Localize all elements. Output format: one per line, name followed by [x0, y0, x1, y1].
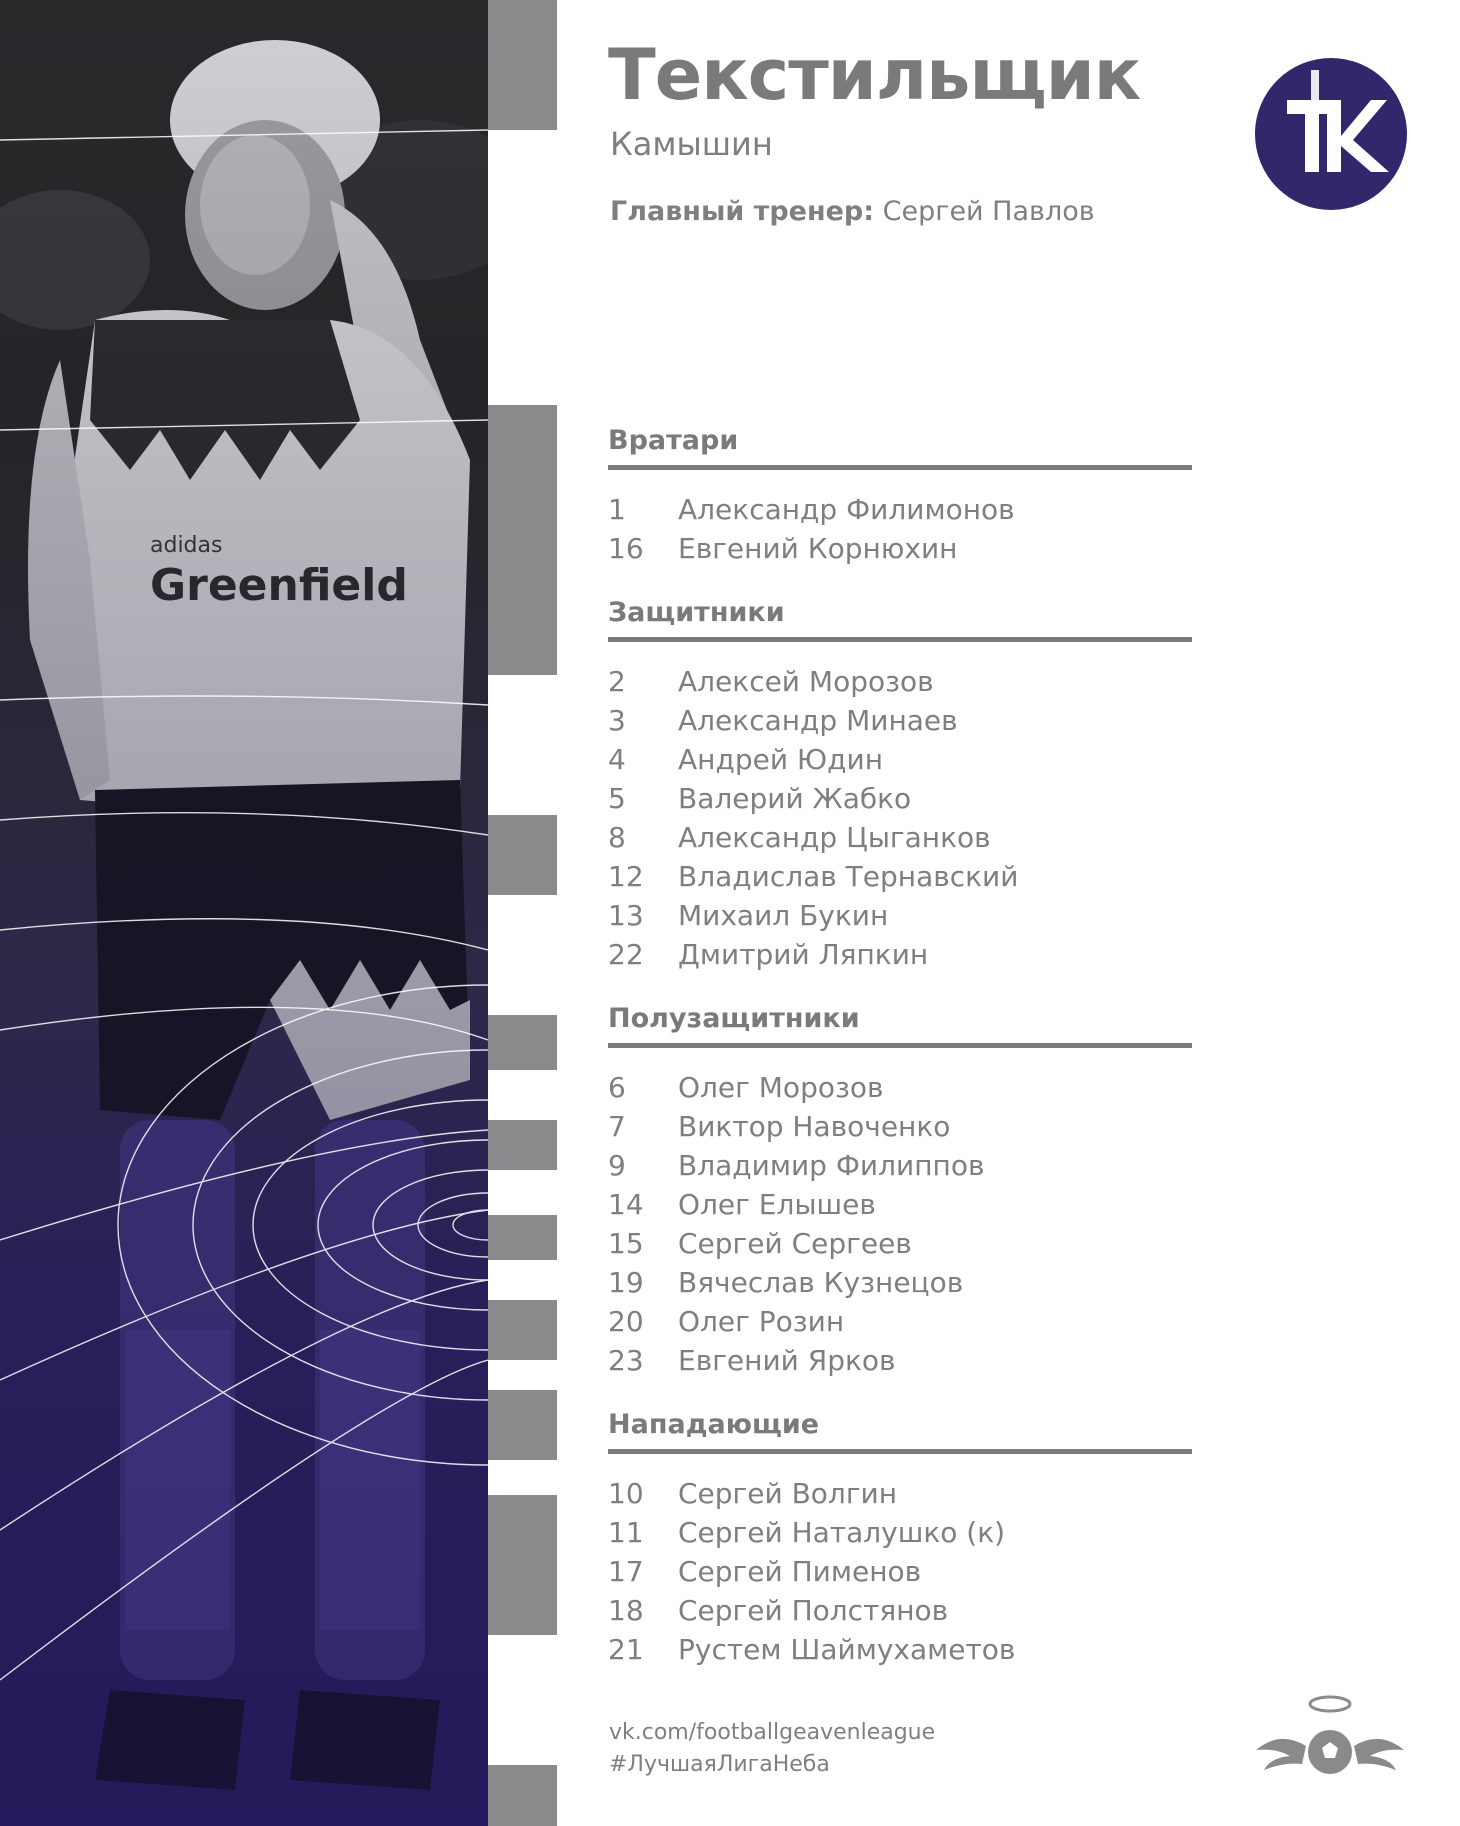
stripe-tab: [488, 1215, 557, 1260]
player-row: [608, 779, 1192, 818]
player-name: Сергей Наталушко (к): [678, 1516, 1006, 1549]
head-coach: [610, 198, 1095, 225]
player-name: Виктор Навоченко: [678, 1110, 951, 1143]
player-name: Олег Розин: [678, 1305, 845, 1338]
section-title: Нападающие: [608, 1409, 820, 1440]
player-row: [608, 896, 1192, 935]
player-row: [608, 1185, 1192, 1224]
player-number: 11: [608, 1516, 644, 1549]
player-number: 7: [608, 1110, 626, 1143]
player-photo-illustration: [0, 0, 488, 1826]
player-number: 2: [608, 665, 626, 698]
league-logo-icon: [1250, 1690, 1410, 1786]
player-row: [608, 1224, 1192, 1263]
player-name: Михаил Букин: [678, 899, 889, 932]
player-row: [608, 1341, 1192, 1380]
player-row: [608, 490, 1192, 529]
section-divider: [608, 465, 1192, 470]
player-number: 17: [608, 1555, 644, 1588]
roster-section-goalkeepers: [608, 422, 1192, 568]
player-row: [608, 1107, 1192, 1146]
stripe-tab: [488, 1495, 557, 1635]
coach-name: Сергей Павлов: [882, 196, 1095, 227]
player-name: Валерий Жабко: [678, 782, 912, 815]
player-name: Олег Морозов: [678, 1071, 884, 1104]
player-number: 14: [608, 1188, 644, 1221]
player-number: 20: [608, 1305, 644, 1338]
section-title: Защитники: [608, 597, 785, 628]
team-city: Камышин: [610, 125, 773, 163]
decorative-tab-stripe: [488, 0, 557, 1826]
stripe-tab: [488, 1390, 557, 1460]
player-name: Олег Елышев: [678, 1188, 876, 1221]
coach-label: Главный тренер:: [610, 196, 875, 227]
player-name: Сергей Сергеев: [678, 1227, 912, 1260]
player-number: 1: [608, 493, 626, 526]
player-row: [608, 1263, 1192, 1302]
player-name: Дмитрий Ляпкин: [678, 938, 929, 971]
player-row: [608, 529, 1192, 568]
section-title: Вратари: [608, 425, 739, 456]
player-row: [608, 701, 1192, 740]
player-row: [608, 857, 1192, 896]
player-row: [608, 1474, 1192, 1513]
player-row: [608, 1068, 1192, 1107]
player-number: 16: [608, 532, 644, 565]
stripe-tab: [488, 1765, 557, 1826]
player-name: Сергей Полстянов: [678, 1594, 949, 1627]
player-name: Сергей Волгин: [678, 1477, 898, 1510]
player-row: [608, 818, 1192, 857]
player-number: 12: [608, 860, 644, 893]
player-row: [608, 1302, 1192, 1341]
player-row: [608, 1552, 1192, 1591]
roster-section-forwards: [608, 1406, 1192, 1669]
player-name: Андрей Юдин: [678, 743, 884, 776]
player-number: 4: [608, 743, 626, 776]
club-logo: [1253, 56, 1409, 212]
stripe-tab: [488, 405, 557, 675]
player-number: 15: [608, 1227, 644, 1260]
player-name: Вячеслав Кузнецов: [678, 1266, 964, 1299]
section-title: Полузащитники: [608, 1003, 860, 1034]
player-name: Владислав Тернавский: [678, 860, 1019, 893]
player-row: [608, 1591, 1192, 1630]
stripe-tab: [488, 1120, 557, 1170]
section-divider: [608, 1449, 1192, 1454]
section-divider: [608, 637, 1192, 642]
player-name: Александр Минаев: [678, 704, 958, 737]
player-row: [608, 1513, 1192, 1552]
player-name: Сергей Пименов: [678, 1555, 922, 1588]
player-name: Александр Филимонов: [678, 493, 1015, 526]
player-number: 9: [608, 1149, 626, 1182]
stripe-tab: [488, 0, 557, 130]
player-number: 18: [608, 1594, 644, 1627]
section-divider: [608, 1043, 1192, 1048]
player-number: 3: [608, 704, 626, 737]
player-number: 8: [608, 821, 626, 854]
roster-section-defenders: [608, 594, 1192, 974]
player-name: Алексей Морозов: [678, 665, 934, 698]
player-name: Евгений Корнюхин: [678, 532, 958, 565]
player-row: [608, 662, 1192, 701]
player-name: Александр Цыганков: [678, 821, 991, 854]
player-number: 21: [608, 1633, 644, 1666]
player-name: Евгений Ярков: [678, 1344, 896, 1377]
player-number: 6: [608, 1071, 626, 1104]
player-number: 23: [608, 1344, 644, 1377]
roster: [608, 422, 1192, 1669]
stripe-tab: [488, 1300, 557, 1360]
vk-link[interactable]: vk.com/footballgeavenleague: [609, 1720, 936, 1745]
player-number: 5: [608, 782, 626, 815]
player-row: [608, 1630, 1192, 1669]
player-row: [608, 935, 1192, 974]
player-number: 22: [608, 938, 644, 971]
stripe-tab: [488, 815, 557, 895]
player-row: [608, 740, 1192, 779]
hashtag: #ЛучшаяЛигаНеба: [609, 1752, 830, 1777]
player-number: 10: [608, 1477, 644, 1510]
player-number: 13: [608, 899, 644, 932]
player-name: Рустем Шаймухаметов: [678, 1633, 1016, 1666]
player-row: [608, 1146, 1192, 1185]
player-name: Владимир Филиппов: [678, 1149, 985, 1182]
player-number: 19: [608, 1266, 644, 1299]
team-name: Текстильщик: [608, 34, 1141, 116]
roster-section-midfielders: [608, 1000, 1192, 1380]
stripe-tab: [488, 1015, 557, 1070]
player-photo: [0, 0, 488, 1826]
